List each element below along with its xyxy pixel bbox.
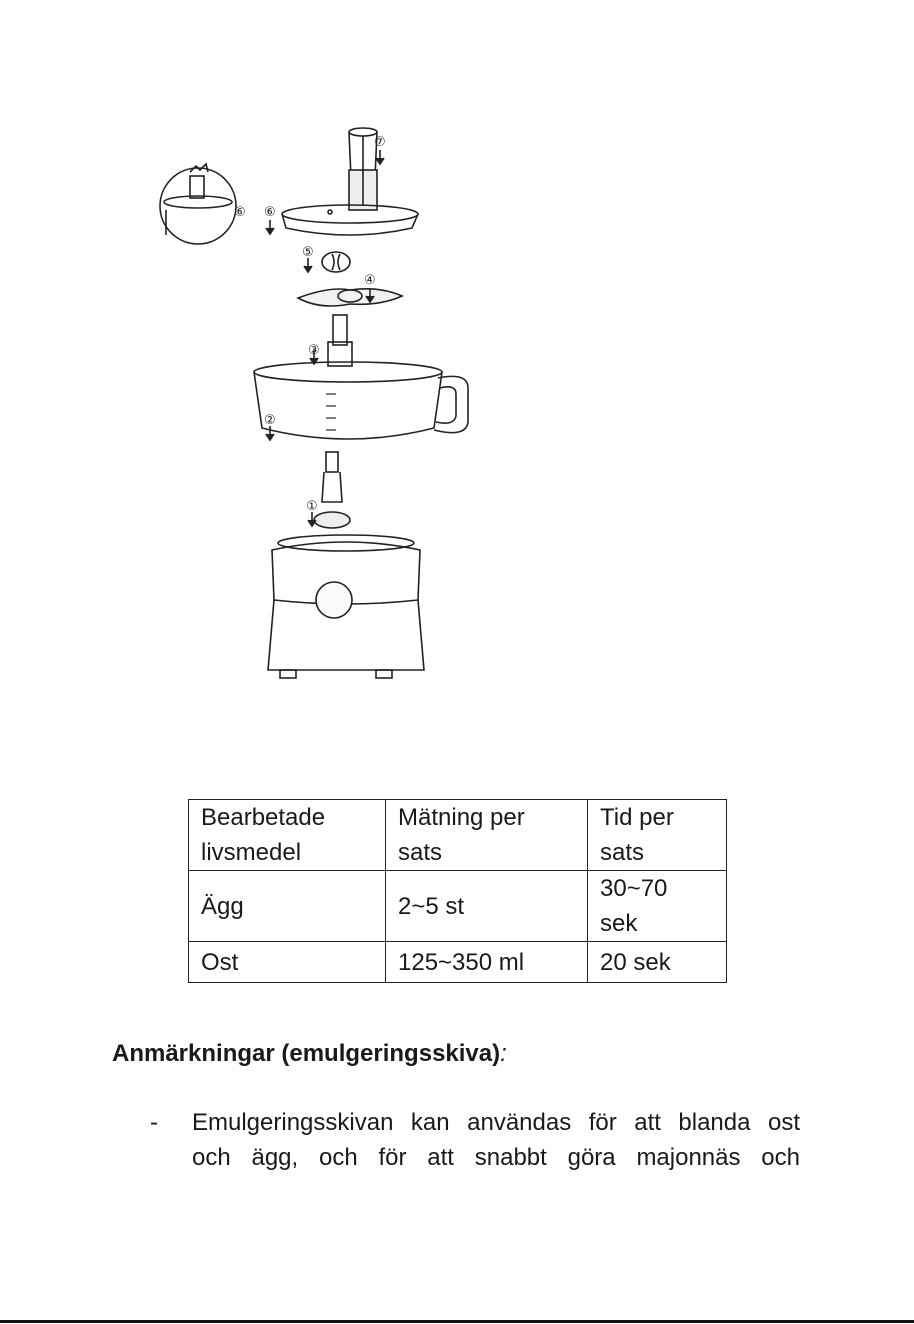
step-marker-2: ②: [264, 413, 276, 428]
header-food-line1: Bearbetade: [201, 804, 326, 831]
page-bottom-rule: [0, 1320, 914, 1323]
step-marker-6: ⑥: [264, 205, 276, 220]
cell-time-line1: 30~70: [600, 875, 668, 902]
step-marker-5: ⑤: [302, 245, 314, 260]
header-amount-line2: sats: [398, 839, 443, 866]
notes-heading-text: Anmärkningar (emulgeringsskiva): [112, 1040, 501, 1067]
header-food-line2: livsmedel: [201, 839, 302, 866]
cell-amount: 125~350 ml: [386, 942, 588, 983]
blade-part: [298, 289, 402, 306]
drive-shaft-part: [314, 452, 350, 528]
cell-food: Ägg: [189, 871, 386, 942]
header-food: [189, 800, 386, 871]
note-item: [150, 1105, 800, 1175]
cell-time: 20 sek: [588, 942, 727, 983]
header-time-line2: sats: [600, 839, 645, 866]
step-marker-4: ④: [364, 273, 376, 288]
step-marker-7: ⑦: [374, 135, 386, 150]
cell-time: [588, 871, 727, 942]
step-marker-3: ③: [308, 343, 320, 358]
step-marker-1: ①: [306, 499, 318, 514]
note-line-1: Emulgeringsskivan kan användas för att blanda ost: [192, 1109, 800, 1136]
bowl-part: [254, 315, 468, 439]
note-line-2: och ägg, och för att snabbt göra majonnäs och: [192, 1144, 800, 1171]
notes-heading: [112, 1040, 507, 1068]
header-time: [588, 800, 727, 871]
cell-time-line2: sek: [600, 910, 638, 937]
assembly-diagram: [150, 110, 470, 710]
header-time-line1: Tid per: [600, 804, 674, 831]
cell-amount: 2~5 st: [386, 871, 588, 942]
pusher-part: [349, 128, 377, 210]
motor-base-part: [268, 535, 424, 678]
table-row: [189, 942, 727, 983]
table-header-row: [189, 800, 727, 871]
header-amount: [386, 800, 588, 871]
food-processor-illustration: [150, 110, 470, 710]
notes-heading-colon: :: [500, 1040, 507, 1067]
lid-inset-detail: [160, 164, 236, 244]
step-marker-6b: ⑥: [234, 205, 246, 220]
note-text: [192, 1105, 800, 1175]
processing-table: [188, 799, 727, 983]
emulsifying-disc-part: [322, 252, 350, 272]
header-amount-line1: Mätning per: [398, 804, 525, 831]
cell-food: Ost: [189, 942, 386, 983]
bullet-dash: -: [150, 1109, 158, 1136]
table-row: [189, 871, 727, 942]
